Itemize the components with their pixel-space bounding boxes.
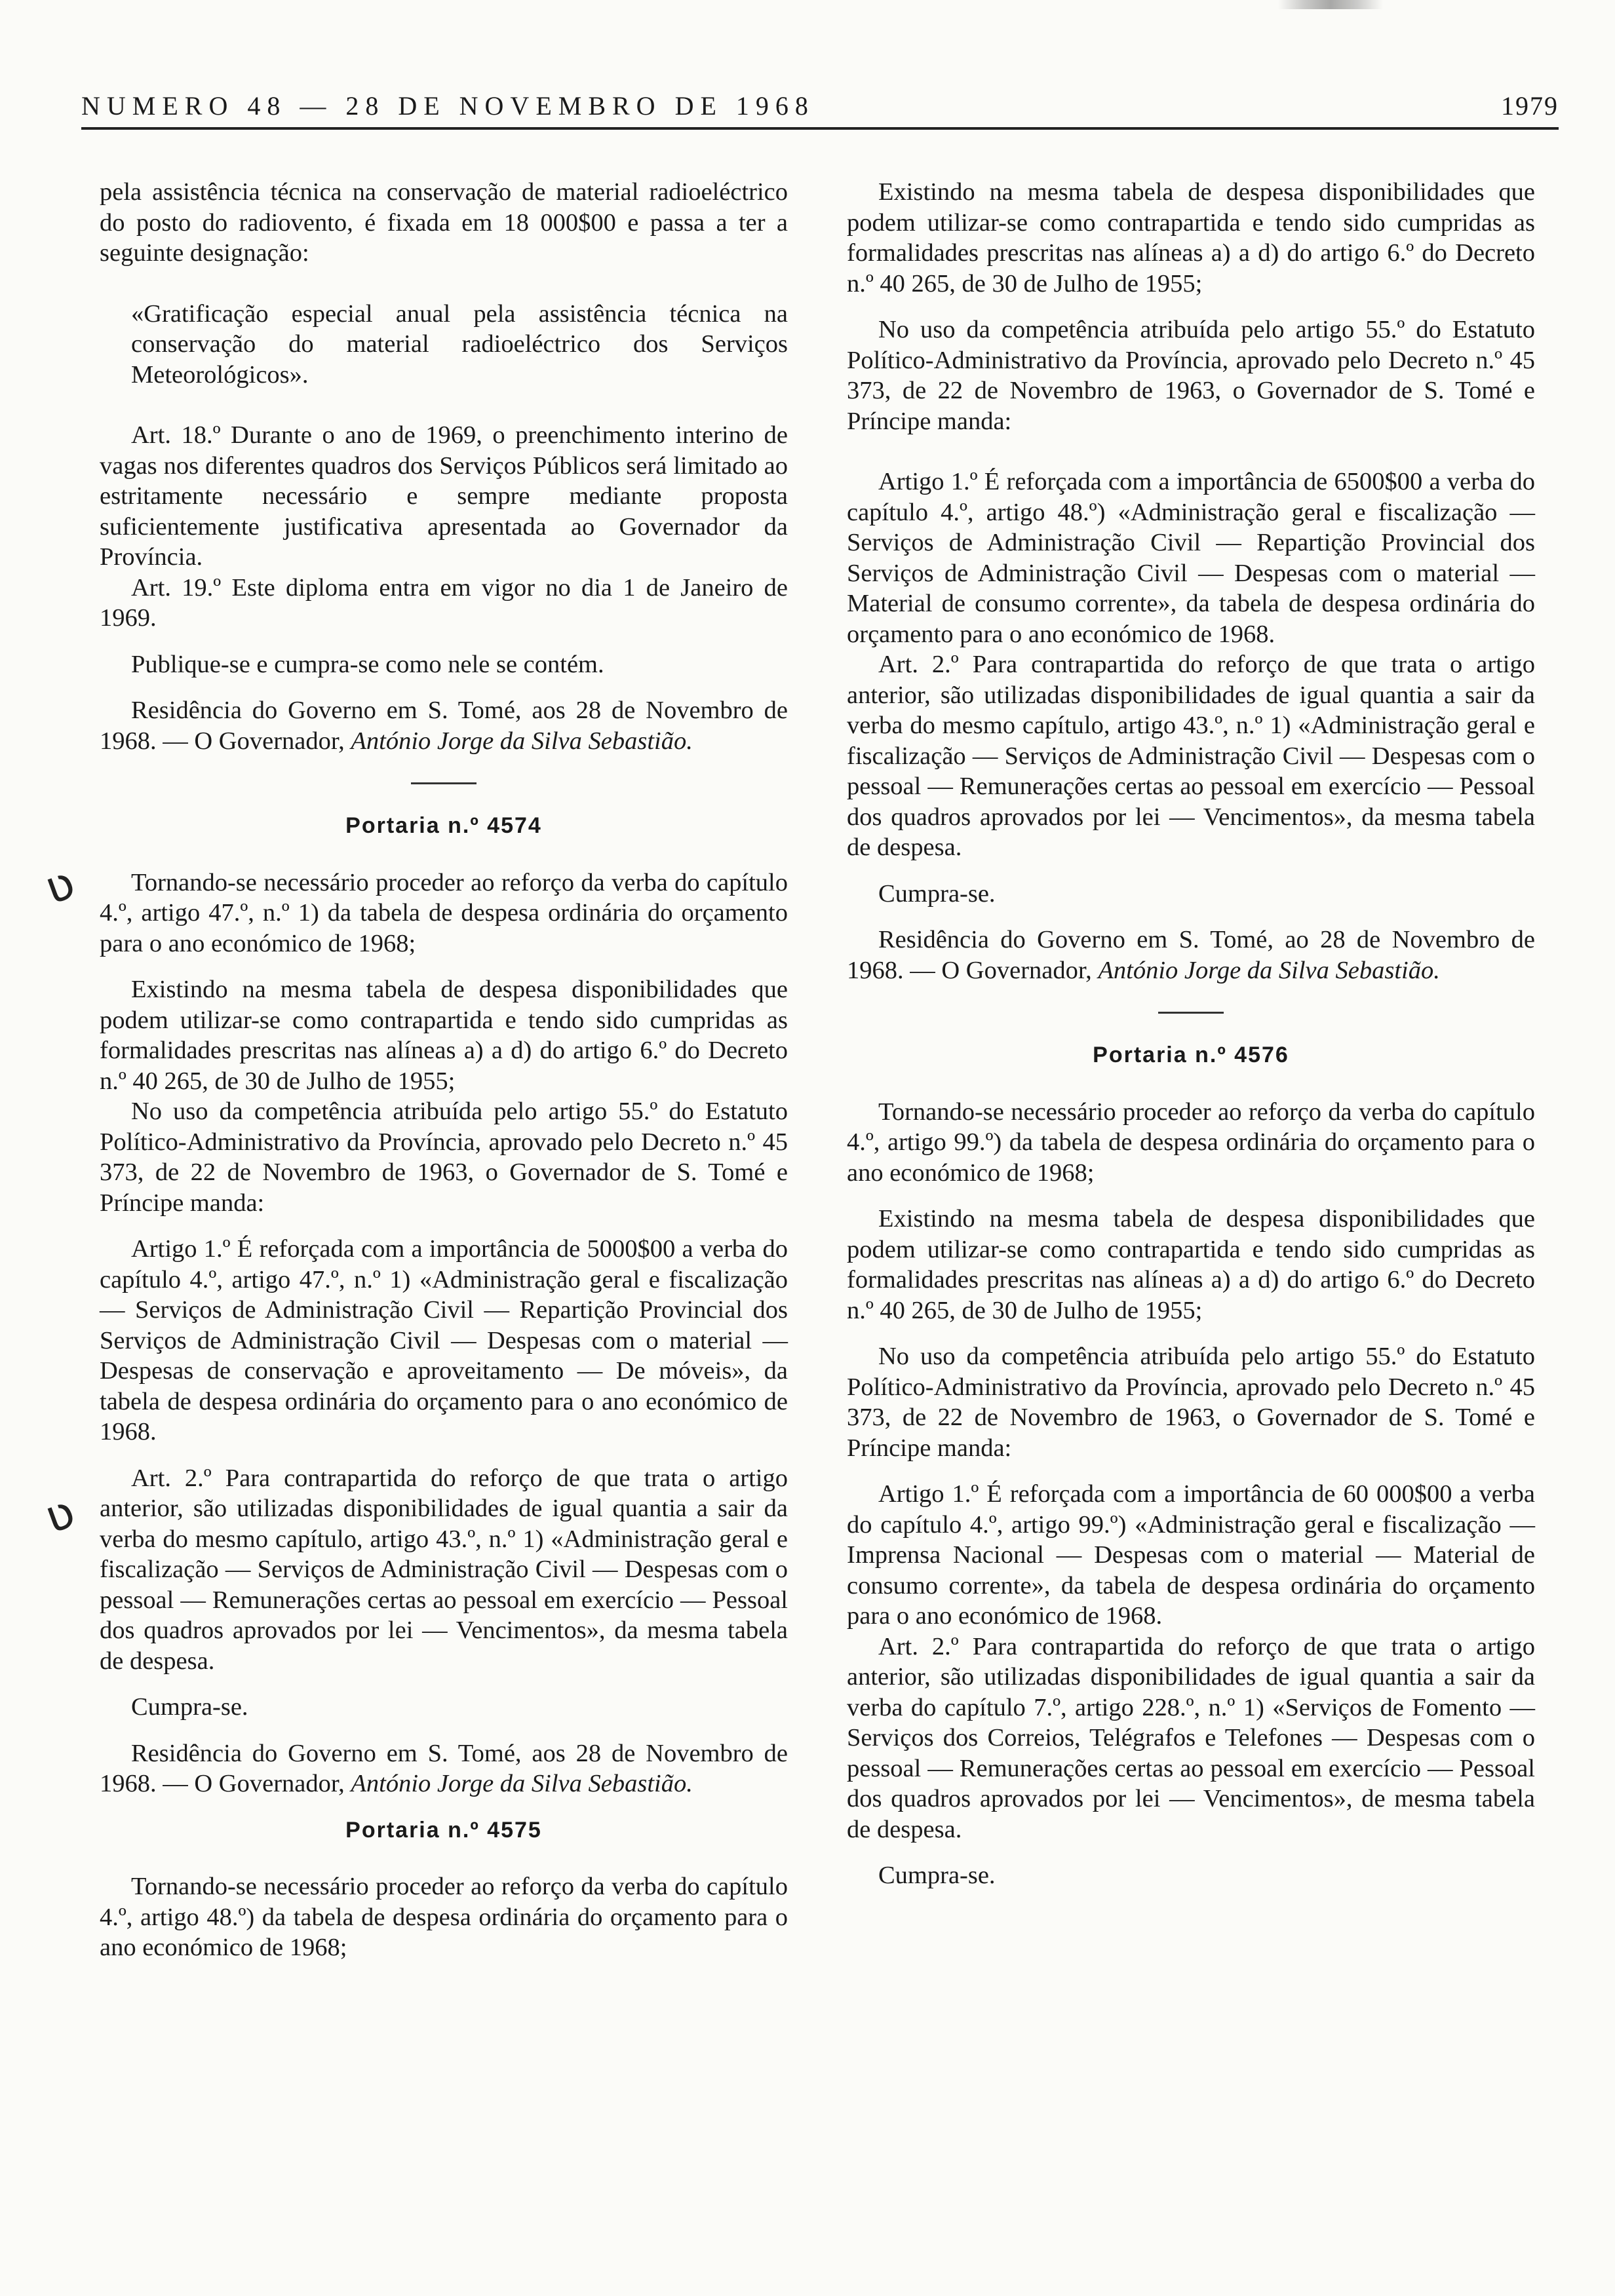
cumpra-se: Cumpra-se. bbox=[878, 879, 996, 908]
margin-pencil-mark: ʋ bbox=[37, 1484, 82, 1544]
issue-date-header: NUMERO 48 — 28 DE NOVEMBRO DE 1968 bbox=[81, 91, 815, 121]
paragraph: Tornando-se necessário proceder ao reforço da verba do capítulo 4.º, artigo 48.º) da tabela de despesa ordinária do orçamento para o ano económico de 1968; bbox=[100, 1873, 788, 1961]
paragraph: Existindo na mesma tabela de despesa disponibilidades que podem utilizar-se como contrapartida e tendo sido cumpridas as formalidades prescritas nas alíneas a) a d) do artigo 6.º do Decreto n.º 40 265, de 30 de Julho de 1955; bbox=[847, 178, 1535, 297]
left-column bbox=[100, 177, 788, 1963]
margin-pencil-mark: ʋ bbox=[37, 855, 82, 915]
paragraph: Existindo na mesma tabela de despesa disponibilidades que podem utilizar-se como contrapartida e tendo sido cumpridas as formalidades prescritas nas alíneas a) a d) do artigo 6.º do Decreto n.º 40 265, de 30 de Julho de 1955; bbox=[847, 1205, 1535, 1324]
right-column bbox=[847, 177, 1535, 1891]
signature: Residência do Governo em S. Tomé, aos 28 de Novembro de 1968. — O Governador, António Jorge da Silva Sebastião. bbox=[100, 697, 788, 755]
publication-order: Publique-se e cumpra-se como nele se contém. bbox=[131, 650, 604, 678]
signature: Residência do Governo em S. Tomé, ao 28 de Novembro de 1968. — O Governador, António Jorge da Silva Sebastião. bbox=[847, 926, 1535, 984]
governor-name: António Jorge da Silva Sebastião. bbox=[351, 1770, 693, 1797]
scan-smudge bbox=[1278, 0, 1383, 9]
paragraph: No uso da competência atribuída pelo artigo 55.º do Estatuto Político-Administrativo da Província, aprovado pelo Decreto n.º 45 373, de 22 de Novembro de 1963, o Governador de S. Tomé e Príncipe manda: bbox=[100, 1098, 788, 1217]
article-1: Artigo 1.º É reforçada com a importância de 60 000$00 a verba do capítulo 4.º, artigo 99.º) «Administração geral e fiscalização — Imprensa Nacional — Despesas com o material — Material de consumo corrente», da tabela de despesa ordinária do orçamento para o ano económico de 1968. bbox=[847, 1480, 1535, 1630]
paragraph: Tornando-se necessário proceder ao reforço da verba do capítulo 4.º, artigo 47.º, n.º 1) da tabela de despesa ordinária do orçamento para o ano económico de 1968; bbox=[100, 868, 788, 957]
section-divider bbox=[411, 782, 477, 784]
governor-name: António Jorge da Silva Sebastião. bbox=[351, 727, 693, 755]
page-number: 1979 bbox=[1501, 91, 1559, 121]
article-2: Art. 2.º Para contrapartida do reforço de que trata o artigo anterior, são utilizadas disponibilidades de igual quantia a sair da verba do mesmo capítulo, artigo 43.º, n.º 1) «Administração geral e fiscalização — Serviços de Administração Civil — Despesas com o pessoal — Remunerações certas ao pessoal em exercício — Pessoal dos quadros aprovados por lei — Vencimentos», da mesma tabela de despesa. bbox=[847, 651, 1535, 861]
portaria-title-4575: Portaria n.º 4575 bbox=[345, 1817, 542, 1843]
paragraph: Tornando-se necessário proceder ao reforço da verba do capítulo 4.º, artigo 99.º) da tabela de despesa ordinária do orçamento para o ano económico de 1968; bbox=[847, 1098, 1535, 1187]
paragraph: No uso da competência atribuída pelo artigo 55.º do Estatuto Político-Administrativo da Província, aprovado pelo Decreto n.º 45 373, de 22 de Novembro de 1963, o Governador de S. Tomé e Príncipe manda: bbox=[847, 1343, 1535, 1462]
paragraph: No uso da competência atribuída pelo artigo 55.º do Estatuto Político-Administrativo da Província, aprovado pelo Decreto n.º 45 373, de 22 de Novembro de 1963, o Governador de S. Tomé e Príncipe manda: bbox=[847, 316, 1535, 435]
portaria-title-4576: Portaria n.º 4576 bbox=[1093, 1043, 1289, 1067]
quoted-designation: «Gratificação especial anual pela assistência técnica na conservação do material radioeléctrico dos Serviços Meteorológicos». bbox=[131, 299, 788, 389]
article-19: Art. 19.º Este diploma entra em vigor no dia 1 de Janeiro de 1969. bbox=[100, 573, 788, 632]
article-2: Art. 2.º Para contrapartida do reforço de que trata o artigo anterior, são utilizadas disponibilidades de igual quantia a sair da verba do capítulo 7.º, artigo 228.º, n.º 1) «Serviços de Fomento — Serviços dos Correios, Telégrafos e Telefones — Despesas com o pessoal — Remunerações certas ao pessoal em exercício — Pessoal dos quadros aprovados por lei — Vencimentos», de mesma tabela de despesa. bbox=[847, 1632, 1535, 1843]
cumpra-se: Cumpra-se. bbox=[131, 1693, 248, 1721]
paragraph: Existindo na mesma tabela de despesa disponibilidades que podem utilizar-se como contrapartida e tendo sido cumpridas as formalidades prescritas nas alíneas a) a d) do artigo 6.º do Decreto n.º 40 265, de 30 de Julho de 1955; bbox=[100, 976, 788, 1095]
article-2: Art. 2.º Para contrapartida do reforço de que trata o artigo anterior, são utilizadas disponibilidades de igual quantia a sair da verba do mesmo capítulo, artigo 43.º, n.º 1) «Administração geral e fiscalização — Serviços de Administração Civil — Despesas com o pessoal — Remunerações certas ao pessoal em exercício — Pessoal dos quadros aprovados por lei — Vencimentos», da mesma tabela de despesa. bbox=[100, 1464, 788, 1675]
article-1: Artigo 1.º É reforçada com a importância de 5000$00 a verba do capítulo 4.º, artigo 47.º, n.º 1) «Administração geral e fiscalização — Serviços de Administração Civil — Repartição Provincial dos Serviços de Administração Civil — Despesas com o material — Despesas de conservação e aproveitamento — De móveis», da tabela de despesa ordinária do orçamento para o ano económico de 1968. bbox=[100, 1235, 788, 1445]
article-18: Art. 18.º Durante o ano de 1969, o preenchimento interino de vagas nos diferentes quadros dos Serviços Públicos será limitado ao estritamente necessário e sempre mediante proposta suficientemente justificativa apresentada ao Governador da Província. bbox=[100, 421, 788, 571]
section-divider bbox=[1158, 1012, 1224, 1014]
signature: Residência do Governo em S. Tomé, aos 28 de Novembro de 1968. — O Governador, António Jorge da Silva Sebastião. bbox=[100, 1739, 788, 1797]
cumpra-se: Cumpra-se. bbox=[878, 1862, 996, 1889]
governor-name: António Jorge da Silva Sebastião. bbox=[1098, 956, 1440, 984]
page-header bbox=[81, 84, 1559, 130]
article-1: Artigo 1.º É reforçada com a importância de 6500$00 a verba do capítulo 4.º, artigo 48.º) «Administração geral e fiscalização — Serviços de Administração Civil — Repartição Provincial dos Serviços de Administração Civil — Despesas com o material — Material de consumo corrente», da tabela de despesa ordinária do orçamento para o ano económico de 1968. bbox=[847, 468, 1535, 648]
paragraph: pela assistência técnica na conservação de material radioeléctrico do posto do radiovento, é fixada em 18 000$00 e passa a ter a seguinte designação: bbox=[100, 178, 788, 267]
portaria-title-4574: Portaria n.º 4574 bbox=[345, 813, 542, 838]
